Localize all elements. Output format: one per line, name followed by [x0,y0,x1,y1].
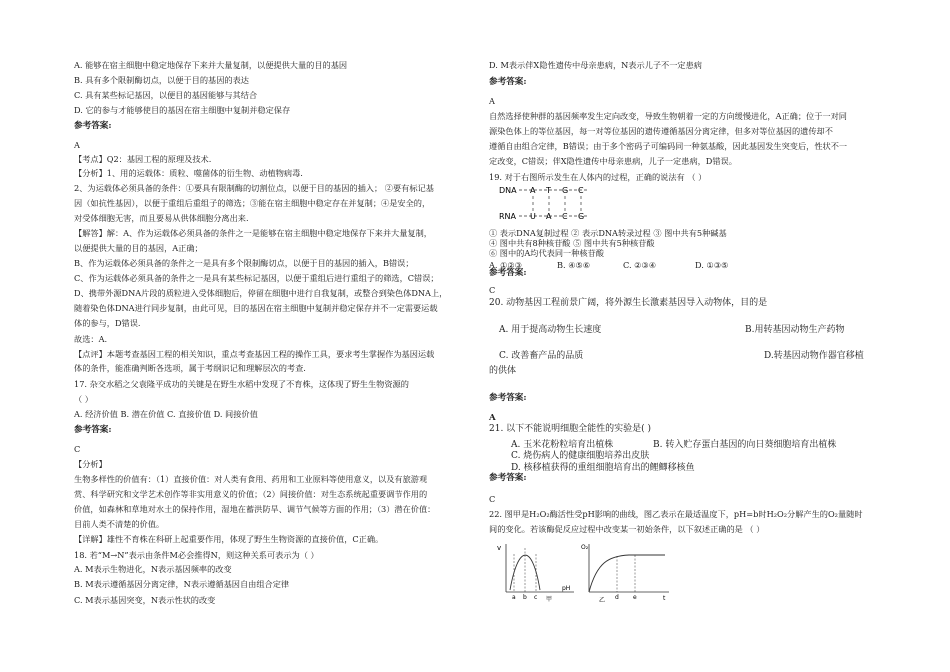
text-line: A. 经济价值 B. 潜在价值 C. 直接价值 D. 间接价值 [74,409,258,419]
text-line: 源染色体上的等位基因，每一对等位基因的遗传遵循基因分离定律，但多对等位基因的遗传却不 [489,126,833,136]
text-line: B、作为运载体必须具备的条件之一是具有多个限制酶切点，以便于目的基因的插入，B错误； [74,258,414,268]
rna-base: C [562,212,568,221]
q19-option: ④ 图中共有8种核苷酸 ⑤ 图中共有5种核苷酸 [489,238,655,248]
q21-option-a: A. 玉米花粉粒培育出植株 [511,440,614,450]
text-line: 【详解】雄性不育株在科研上起重要作用，体现了野生生物资源的直接价值，C正确。 [74,534,384,544]
text-line: 【点评】本题考查基因工程的相关知识，重点考查基因工程的操作工具，要求考生掌握作为基因运载 [74,349,435,359]
q21-stem: 21. 以下不能说明细胞全能性的实验是( ) [489,424,652,434]
answer-heading: 参考答案: [74,121,112,131]
q20-stem: 20. 动物基因工程前景广阔，将外源生长激素基因导入动物体，目的是 [489,298,768,308]
q22-stem-line1: 22. 图甲是H₂O₂酶活性受pH影响的曲线，图乙表示在最适温度下，pH=b时H₂O₂分解产生的O₂量随时 [489,509,863,519]
text-line: 因（如抗性基因），以便于重组后重组子的筛选；③能在宿主细胞中稳定存在并复制；④是安全的， [74,198,431,208]
text-line: A. 能够在宿主细胞中稳定地保存下来并大量复制，以便提供大量的目的基因 [74,60,348,70]
text-line: C. M表示基因突变，N表示性状的改变 [74,595,216,605]
answer-heading: 参考答案: [489,393,527,403]
graph-jia-y-label: v [497,544,502,552]
rna-label: RNA [499,212,517,221]
q21-option-c: C. 烧伤病人的健康细胞培养出皮肤 [511,451,650,461]
graph-yi-tick-d: d [615,594,619,601]
text-line: 体的参与，D错误. [74,318,141,328]
q21-option-d: D. 核移植获得的重组细胞培育出的鲤鲫移核鱼 [511,463,695,473]
q19-choice: A. ①②③ [489,260,523,270]
text-line: 【分析】 [74,459,107,469]
q19-choice: C. ②③④ [623,260,657,270]
text-line: 对受体细胞无害，而且要易从供体细胞分离出来. [74,213,249,223]
text-line: 19. 对于右图所示发生在人体内的过程，正确的说法有 （ ） [489,172,707,182]
graph-jia-x-label: pH [562,585,571,592]
text-line: 价值，如森林和草地对水土的保持作用，湿地在蓄洪防旱、调节气候等方面的作用；（3）潜在价值： [74,504,436,514]
text-line: C、作为运载体必须具备的条件之一是具有某些标记基因，以便于重组后进行重组子的筛选，C错误； [74,273,439,283]
text-line: D. 它的参与才能够使目的基因在宿主细胞中复制并稳定保存 [74,105,291,115]
text-line: 定改变，C错误；伴X隐性遗传中母亲患病，儿子一定患病，D错误。 [489,156,737,166]
q19-option: ① 表示DNA复制过程 ② 表示DNA转录过程 ③ 图中共有5种碱基 [489,228,727,238]
text-line: C. 具有某些标记基因，以便目的基因能够与其结合 [74,90,258,100]
answer-heading: 参考答案: [489,77,527,87]
text-line: 以便提供大量的目的基因，A正确； [74,243,203,253]
q22-stem-line2: 间的变化。若该酶促反应过程中改变某一初始条件，以下叙述正确的是 （ ） [489,524,765,534]
text-line: A [74,140,80,150]
answer-heading: 参考答案: [74,425,112,435]
q19-choice: B. ④⑤⑥ [557,260,591,270]
text-line: 随着染色体DNA进行同步复制，由此可见，目的基因在宿主细胞中复制并稳定保存并不一定需要运载 [74,303,438,313]
q20-answer: A [489,413,496,423]
text-line: 【考点】Q2：基因工程的原理及技术. [74,154,212,164]
q19-choice: D. ①③⑤ [695,260,729,270]
text-line: （ ） [74,394,93,404]
dna-base: G [562,186,569,195]
q21-option-b: B. 转入贮存蛋白基因的向日葵细胞培育出植株 [653,440,837,450]
graph-jia-caption: 甲 [546,596,553,602]
text-line: D. M表示伴X隐性遗传中母亲患病，N表示儿子不一定患病 [489,60,702,70]
text-line: 生物多样性的价值有：（1）直接价值：对人类有食用、药用和工业原料等使用意义，以及有旅游观 [74,474,428,484]
q20-tail: 的供体 [489,366,517,376]
graph-jia-tick-b: b [523,594,527,601]
q20-option-c: C. 改善畜产品的品质 [499,351,584,361]
q20-option-b: B.用转基因动物生产药物 [745,325,845,335]
answer-heading: 参考答案: [489,473,527,483]
text-line: 18. 若“M→N”表示由条件M必会推得N，则这种关系可表示为（ ） [74,550,319,560]
q20-option-d: D.转基因动物作器官移植 [764,351,864,361]
graph-jia [494,540,584,602]
rna-base: A [546,212,552,221]
graph-jia-tick-c: c [534,594,538,601]
q19-answer: C [489,285,496,295]
text-line: A. M表示生物进化，N表示基因频率的改变 [74,564,232,574]
dna-base: T [546,186,551,195]
text-line: 17. 杂交水稻之父袁隆平成功的关键是在野生水稻中发现了不育株，这体现了野生生物资源的 [74,379,409,389]
graph-yi-x-label: t [663,595,666,602]
text-line: A [489,96,495,106]
text-line: B. 具有多个限制酶切点，以便于目的基因的表达 [74,75,249,85]
text-line: 故选：A. [74,334,108,344]
answer-heading: 参考答案: [489,268,527,278]
graph-yi-y-label: O₂ [581,544,589,551]
graph-yi [577,540,677,602]
dna-label: DNA [499,186,517,195]
text-line: 2、为运载体必须具备的条件：①要具有限制酶的切割位点，以便于目的基因的插入； ②要有标记基 [74,183,434,193]
graph-jia-tick-a: a [512,594,516,601]
text-line: C [74,444,81,454]
text-line: 【分析】1、用的运载体：质粒、噬菌体的衍生物、动植物病毒. [74,168,303,178]
graph-yi-caption: 乙 [599,597,606,602]
graph-yi-tick-e: e [633,594,637,601]
dna-rna-diagram [489,184,609,224]
q20-option-a: A. 用于提高动物生长速度 [499,325,602,335]
q19-option: ⑥ 图中的A均代表同一种核苷酸 [489,248,604,258]
dna-base: A [530,186,536,195]
text-line: 体的条件，能准确判断各选项，属于考纲识记和理解层次的考查. [74,363,306,373]
rna-base: U [530,212,536,221]
text-line: 遵循自由组合定律，B错误；由于多个密码子可编码同一种氨基酸，因此基因发生突变后，性状不一 [489,141,848,151]
text-line: 自然选择使种群的基因频率发生定向改变，导致生物朝着一定的方向缓慢进化，A正确；位于一对同 [489,111,847,121]
text-line: 赏、科学研究和文学艺术创作等非实用意义的价值；（2）间接价值：对生态系统起重要调节作用的 [74,489,428,499]
q21-answer: C [489,494,496,504]
dna-base: C [578,186,584,195]
text-line: 【解答】解：A、作为运载体必须具备的条件之一是能够在宿主细胞中稳定地保存下来并大量复制， [74,228,432,238]
text-line: B. M表示遵循基因分离定律，N表示遵循基因自由组合定律 [74,579,290,589]
rna-base: G [578,212,585,221]
text-line: D、携带外源DNA片段的质粒进入受体细胞后，停留在细胞中进行自我复制，或整合到染色体DNA上， [74,288,448,298]
text-line: 目前人类不清楚的价值。 [74,519,165,529]
